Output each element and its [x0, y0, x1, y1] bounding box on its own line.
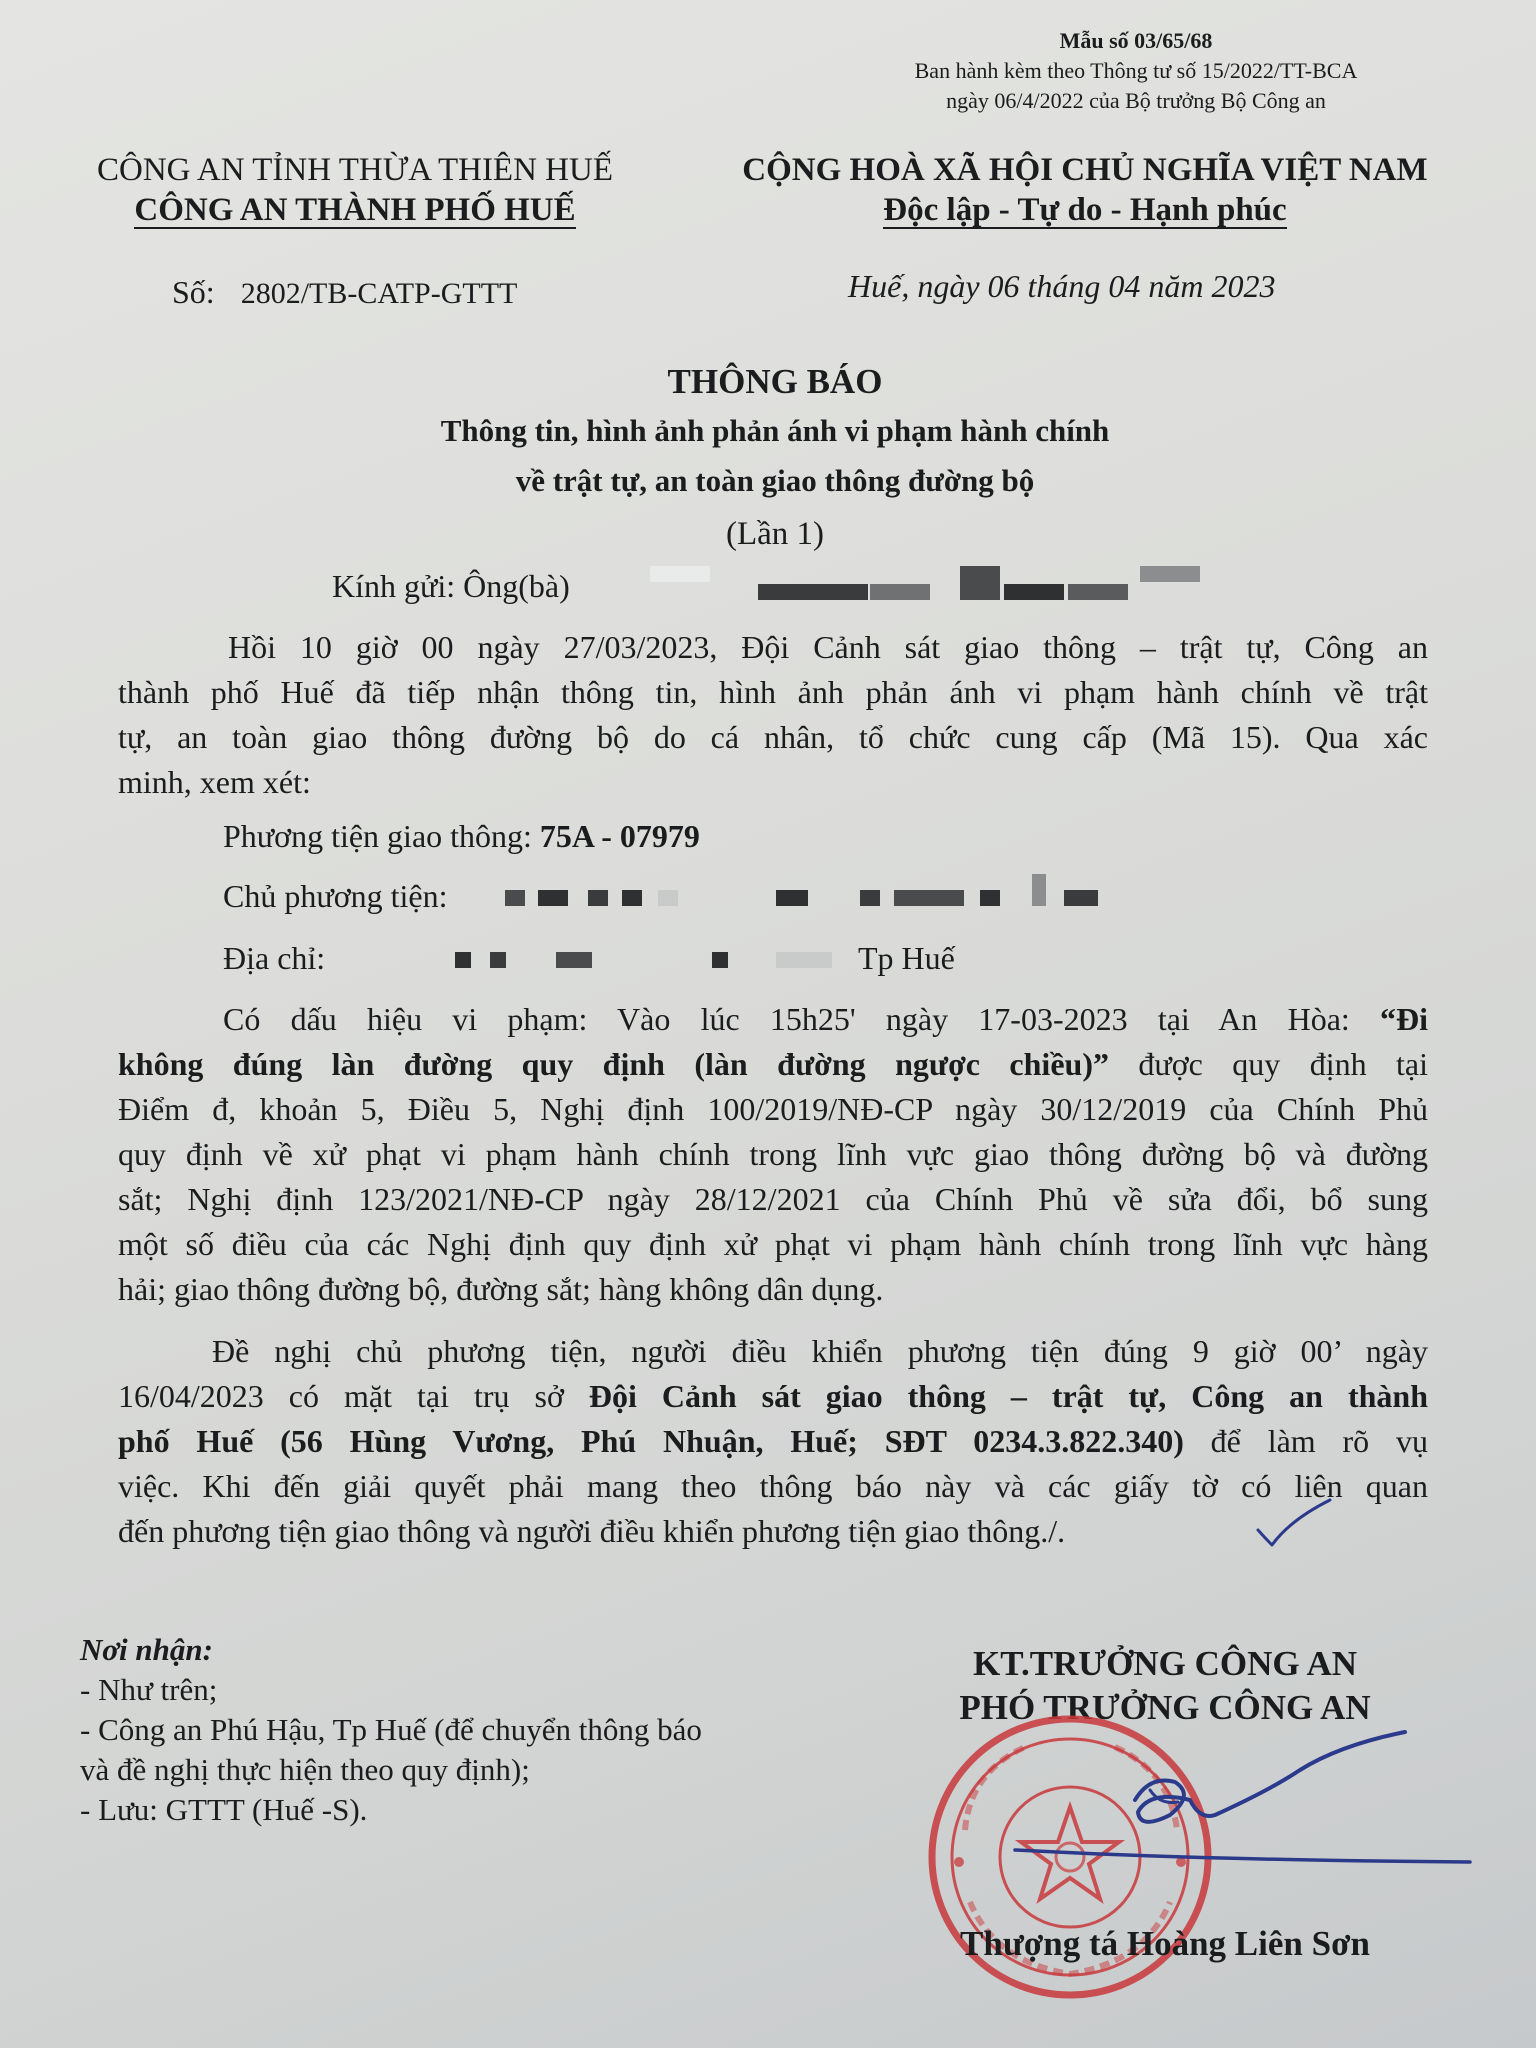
violation-line-6: một số điều của các Nghị định quy định xử phạt vi phạm hành chính trong lĩnh vực hàng: [118, 1226, 1428, 1262]
request-line-5: đến phương tiện giao thông và người điều khiển phương tiện giao thông./.: [118, 1513, 1066, 1549]
reception-line-1: Hồi 10 giờ 00 ngày 27/03/2023, Đội Cảnh sát giao thông – trật tự, Công an: [228, 629, 1428, 665]
document-number-value: 2802/TB-CATP-GTTT: [240, 277, 518, 310]
violation-paragraph: [118, 997, 1428, 1312]
violation-type: không đúng làn đường quy định (làn đường ngược chiều)”: [118, 1046, 1109, 1082]
address-label: Địa chỉ:: [223, 940, 326, 976]
title-main: THÔNG BÁO: [667, 362, 883, 401]
agency-parent: CÔNG AN TỈNH THỪA THIÊN HUẾ: [96, 152, 613, 188]
agency-name: CÔNG AN THÀNH PHỐ HUẾ: [134, 192, 576, 228]
request-line-2: [118, 1374, 1428, 1419]
recipients-item-2-cont: và đề nghị thực hiện theo quy định);: [80, 1752, 530, 1787]
form-number: Mẫu số 03/65/68: [1059, 28, 1213, 53]
request-paragraph: [118, 1329, 1428, 1554]
form-issued-line: Ban hành kèm theo Thông tư số 15/2022/TT-BCA: [914, 58, 1358, 83]
reception-paragraph: [118, 625, 1428, 805]
recipient-label: Kính gửi: Ông(bà): [332, 568, 570, 604]
recipients-item-1: - Như trên;: [80, 1672, 218, 1707]
national-heading: [700, 150, 1470, 230]
form-issued-date-line: ngày 06/4/2022 của Bộ trưởng Bộ Công an: [946, 88, 1326, 113]
issue-date: Huế, ngày 06 tháng 04 năm 2023: [848, 268, 1276, 304]
violation-line-1-text: Có dấu hiệu vi phạm: Vào lúc 15h25' ngày 17-03-2023 tại An Hòa:: [223, 1001, 1380, 1037]
national-motto: Độc lập - Tự do - Hạnh phúc: [883, 192, 1287, 228]
request-line-2-text: 16/04/2023 có mặt tại trụ sở: [118, 1378, 589, 1414]
violation-line-7: hải; giao thông đường bộ, đường sắt; hàng không dân dụng.: [118, 1271, 884, 1307]
address-city: Tp Huế: [858, 940, 955, 976]
reception-line-3: tự, an toàn giao thông đường bộ do cá nhân, tổ chức cung cấp (Mã 15). Qua xác: [118, 719, 1428, 755]
document-number-label: Số:: [172, 274, 215, 310]
recipient-line: [332, 568, 570, 605]
reception-line-2: thành phố Huế đã tiếp nhận thông tin, hình ảnh phản ánh vi phạm hành chính về trật: [118, 674, 1428, 710]
violation-line-4: quy định về xử phạt vi phạm hành chính trong lĩnh vực giao thông đường bộ và đường: [118, 1136, 1428, 1172]
violation-line-2: [118, 1042, 1428, 1087]
owner-label: Chủ phương tiện:: [223, 878, 448, 914]
recipients-item-2: - Công an Phú Hậu, Tp Huế (để chuyển thông báo: [80, 1712, 702, 1747]
violation-line-1: [118, 997, 1428, 1042]
violation-line-2-text: được quy định tại: [1108, 1046, 1429, 1082]
signatory-name: Thượng tá Hoàng Liên Sơn: [960, 1924, 1370, 1963]
request-line-3: [118, 1419, 1428, 1464]
address-field: [223, 940, 325, 977]
recipients-list: [80, 1630, 702, 1830]
title-sub-2: về trật tự, an toàn giao thông đường bộ: [515, 463, 1035, 498]
violation-line-5: sắt; Nghị định 123/2021/NĐ-CP ngày 28/12/2021 của Chính Phủ về sửa đổi, bổ sung: [118, 1181, 1428, 1217]
recipients-heading: Nơi nhận:: [80, 1632, 213, 1667]
signatory-line-1: KT.TRƯỞNG CÔNG AN: [972, 1644, 1358, 1683]
recipients-item-3: - Lưu: GTTT (Huế -S).: [80, 1792, 368, 1827]
violation-line-1-bold: “Đi: [1380, 1001, 1428, 1037]
issuing-agency: [70, 150, 640, 230]
document-number: [172, 274, 517, 311]
document-title: [250, 358, 1300, 562]
request-office-name: Đội Cảnh sát giao thông – trật tự, Công an thành: [588, 1378, 1429, 1414]
vehicle-plate: 75A - 07979: [539, 818, 700, 854]
request-line-4: việc. Khi đến giải quyết phải mang theo thông báo này và các giấy tờ có liên quan: [118, 1468, 1428, 1504]
title-round: (Lần 1): [725, 516, 825, 552]
vehicle-label: Phương tiện giao thông:: [223, 818, 540, 854]
title-sub-1: Thông tin, hình ảnh phản ánh vi phạm hành chính: [440, 413, 1110, 448]
form-code-block: [876, 26, 1396, 116]
request-line-3-text: để làm rõ vụ: [1183, 1423, 1428, 1459]
request-office-address: phố Huế (56 Hùng Vương, Phú Nhuận, Huế; SĐT 0234.3.822.340): [118, 1423, 1184, 1459]
owner-field: [223, 878, 447, 915]
request-line-1: Đề nghị chủ phương tiện, người điều khiển phương tiện đúng 9 giờ 00’ ngày: [212, 1333, 1428, 1369]
violation-line-3: Điểm đ, khoản 5, Điều 5, Nghị định 100/2019/NĐ-CP ngày 30/12/2019 của Chính Phủ: [118, 1091, 1428, 1127]
country-name: CỘNG HOÀ XÃ HỘI CHỦ NGHĨA VIỆT NAM: [742, 152, 1428, 188]
vehicle-field: [223, 818, 700, 855]
reception-line-4: minh, xem xét:: [118, 764, 311, 800]
signatory-line-2: PHÓ TRƯỞNG CÔNG AN: [959, 1688, 1371, 1727]
